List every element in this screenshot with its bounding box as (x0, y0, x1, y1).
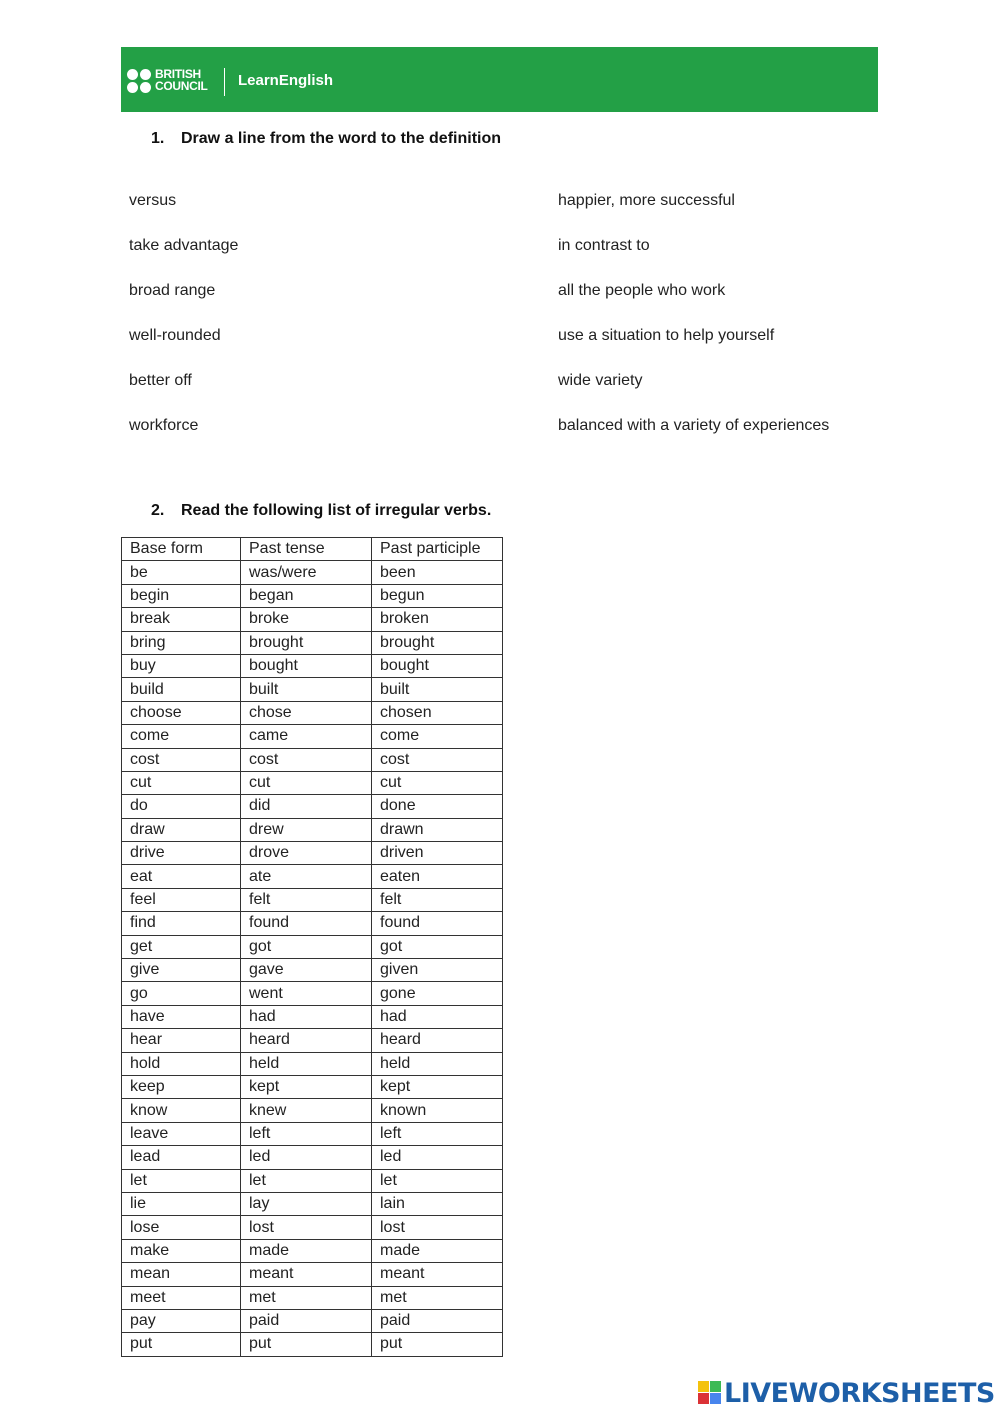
table-row (122, 912, 503, 935)
cell-base-form: leave (122, 1122, 241, 1145)
cell-base-form: mean (122, 1263, 241, 1286)
cell-past-participle: bought (372, 654, 503, 677)
liveworksheets-wordmark: LIVEWORKSHEETS (724, 1378, 995, 1409)
table-row (122, 631, 503, 654)
section1-number: 1. (151, 130, 165, 147)
cell-past-tense: knew (241, 1099, 372, 1122)
cell-past-tense: paid (241, 1309, 372, 1332)
cell-past-participle: cost (372, 748, 503, 771)
cell-base-form: bring (122, 631, 241, 654)
cell-past-tense: chose (241, 701, 372, 724)
cell-base-form: break (122, 608, 241, 631)
section2-number: 2. (151, 502, 165, 519)
cell-base-form: give (122, 959, 241, 982)
cell-base-form: buy (122, 654, 241, 677)
cell-past-tense: was/were (241, 561, 372, 584)
cell-base-form: lie (122, 1192, 241, 1215)
match-definition[interactable]: balanced with a variety of experiences (558, 417, 830, 434)
british-council-wordmark (155, 68, 208, 92)
cell-past-participle: chosen (372, 701, 503, 724)
cell-past-participle: held (372, 1052, 503, 1075)
cell-past-participle: got (372, 935, 503, 958)
cell-past-tense: came (241, 725, 372, 748)
match-word[interactable]: broad range (129, 282, 216, 299)
table-row (122, 1075, 503, 1098)
table-row (122, 935, 503, 958)
cell-past-tense: held (241, 1052, 372, 1075)
cell-past-participle: found (372, 912, 503, 935)
cell-past-tense: made (241, 1239, 372, 1262)
cell-base-form: lead (122, 1146, 241, 1169)
table-row (122, 1309, 503, 1332)
table-row (122, 584, 503, 607)
cell-past-tense: went (241, 982, 372, 1005)
cell-base-form: keep (122, 1075, 241, 1098)
table-row (122, 1099, 503, 1122)
cell-past-participle: lost (372, 1216, 503, 1239)
table-row (122, 608, 503, 631)
match-definition[interactable]: in contrast to (558, 237, 650, 254)
cell-base-form: have (122, 1005, 241, 1028)
section2-heading (151, 502, 491, 520)
cell-past-participle: cut (372, 771, 503, 794)
cell-base-form: draw (122, 818, 241, 841)
cell-past-tense: left (241, 1122, 372, 1145)
table-row (122, 1239, 503, 1262)
cell-past-tense: heard (241, 1029, 372, 1052)
cell-past-tense: lay (241, 1192, 372, 1215)
match-word[interactable]: versus (129, 192, 177, 209)
cell-past-participle: meant (372, 1263, 503, 1286)
cell-past-participle: let (372, 1169, 503, 1192)
cell-past-tense: kept (241, 1075, 372, 1098)
match-definition[interactable]: all the people who work (558, 282, 726, 299)
table-row (122, 818, 503, 841)
table-row (122, 1263, 503, 1286)
cell-past-tense: meant (241, 1263, 372, 1286)
logo-line-1: BRITISH (155, 67, 201, 81)
cell-past-tense: cost (241, 748, 372, 771)
table-row (122, 654, 503, 677)
cell-base-form: hold (122, 1052, 241, 1075)
table-row (122, 678, 503, 701)
cell-past-tense: lost (241, 1216, 372, 1239)
cell-past-tense: got (241, 935, 372, 958)
cell-past-participle: kept (372, 1075, 503, 1098)
cell-base-form: let (122, 1169, 241, 1192)
table-row (122, 1286, 503, 1309)
section1-instruction: Draw a line from the word to the definition (181, 130, 502, 147)
cell-base-form: eat (122, 865, 241, 888)
cell-base-form: cost (122, 748, 241, 771)
cell-base-form: hear (122, 1029, 241, 1052)
cell-base-form: come (122, 725, 241, 748)
cell-past-tense: gave (241, 959, 372, 982)
table-row (122, 842, 503, 865)
cell-past-participle: known (372, 1099, 503, 1122)
banner-divider (224, 68, 225, 96)
cell-past-participle: led (372, 1146, 503, 1169)
cell-past-participle: broken (372, 608, 503, 631)
cell-past-tense: began (241, 584, 372, 607)
cell-past-participle: given (372, 959, 503, 982)
cell-base-form: drive (122, 842, 241, 865)
cell-past-tense: let (241, 1169, 372, 1192)
cell-past-participle: had (372, 1005, 503, 1028)
table-row (122, 748, 503, 771)
learnenglish-label: LearnEnglish (238, 72, 334, 89)
cell-base-form: pay (122, 1309, 241, 1332)
liveworksheets-logo-icon (698, 1381, 722, 1405)
cell-base-form: choose (122, 701, 241, 724)
cell-past-tense: did (241, 795, 372, 818)
header-past-participle: Past participle (372, 538, 503, 561)
cell-past-participle: met (372, 1286, 503, 1309)
cell-past-tense: brought (241, 631, 372, 654)
header-base-form: Base form (122, 538, 241, 561)
table-row (122, 1192, 503, 1215)
table-row (122, 888, 503, 911)
british-council-logo-icon (127, 69, 151, 93)
cell-base-form: do (122, 795, 241, 818)
cell-base-form: go (122, 982, 241, 1005)
table-row (122, 959, 503, 982)
table-body (122, 561, 503, 1356)
table-row (122, 1169, 503, 1192)
cell-past-participle: eaten (372, 865, 503, 888)
table-row (122, 1146, 503, 1169)
cell-base-form: be (122, 561, 241, 584)
cell-base-form: know (122, 1099, 241, 1122)
table-row (122, 1333, 503, 1356)
table-row (122, 1005, 503, 1028)
cell-past-participle: driven (372, 842, 503, 865)
match-word[interactable]: well-rounded (129, 327, 221, 344)
cell-past-tense: met (241, 1286, 372, 1309)
table-row (122, 1052, 503, 1075)
cell-past-participle: felt (372, 888, 503, 911)
cell-past-tense: drove (241, 842, 372, 865)
logo-line-2: COUNCIL (155, 79, 208, 93)
table-row (122, 1216, 503, 1239)
cell-base-form: cut (122, 771, 241, 794)
cell-past-tense: put (241, 1333, 372, 1356)
cell-past-participle: put (372, 1333, 503, 1356)
header-past-tense: Past tense (241, 538, 372, 561)
cell-base-form: feel (122, 888, 241, 911)
match-definition[interactable]: use a situation to help yourself (558, 327, 775, 344)
cell-past-tense: built (241, 678, 372, 701)
cell-past-tense: found (241, 912, 372, 935)
table-row (122, 771, 503, 794)
table-header-row (122, 538, 503, 561)
british-council-banner (121, 47, 878, 112)
cell-base-form: make (122, 1239, 241, 1262)
cell-past-participle: made (372, 1239, 503, 1262)
cell-past-tense: drew (241, 818, 372, 841)
cell-base-form: get (122, 935, 241, 958)
cell-past-participle: come (372, 725, 503, 748)
table-row (122, 561, 503, 584)
cell-past-tense: had (241, 1005, 372, 1028)
cell-past-tense: cut (241, 771, 372, 794)
match-word[interactable]: take advantage (129, 237, 239, 254)
cell-base-form: find (122, 912, 241, 935)
cell-past-participle: heard (372, 1029, 503, 1052)
cell-base-form: build (122, 678, 241, 701)
cell-past-participle: brought (372, 631, 503, 654)
table-row (122, 1122, 503, 1145)
irregular-verbs-table (121, 537, 503, 1357)
table-row (122, 701, 503, 724)
cell-base-form: put (122, 1333, 241, 1356)
cell-past-participle: lain (372, 1192, 503, 1215)
cell-past-participle: paid (372, 1309, 503, 1332)
match-definition[interactable]: wide variety (558, 372, 643, 389)
cell-past-participle: built (372, 678, 503, 701)
table-row (122, 982, 503, 1005)
cell-past-participle: gone (372, 982, 503, 1005)
cell-past-participle: done (372, 795, 503, 818)
cell-past-tense: ate (241, 865, 372, 888)
cell-past-tense: felt (241, 888, 372, 911)
cell-base-form: meet (122, 1286, 241, 1309)
match-word[interactable]: workforce (129, 417, 199, 434)
table-row (122, 1029, 503, 1052)
cell-past-tense: led (241, 1146, 372, 1169)
cell-past-participle: left (372, 1122, 503, 1145)
cell-past-participle: begun (372, 584, 503, 607)
section1-heading (151, 130, 501, 148)
cell-base-form: lose (122, 1216, 241, 1239)
table-row (122, 865, 503, 888)
section2-instruction: Read the following list of irregular verbs. (181, 502, 492, 519)
cell-past-participle: been (372, 561, 503, 584)
cell-past-tense: broke (241, 608, 372, 631)
match-definition[interactable]: happier, more successful (558, 192, 735, 209)
table-row (122, 725, 503, 748)
table-row (122, 795, 503, 818)
cell-past-participle: drawn (372, 818, 503, 841)
cell-base-form: begin (122, 584, 241, 607)
cell-past-tense: bought (241, 654, 372, 677)
match-word[interactable]: better off (129, 372, 192, 389)
